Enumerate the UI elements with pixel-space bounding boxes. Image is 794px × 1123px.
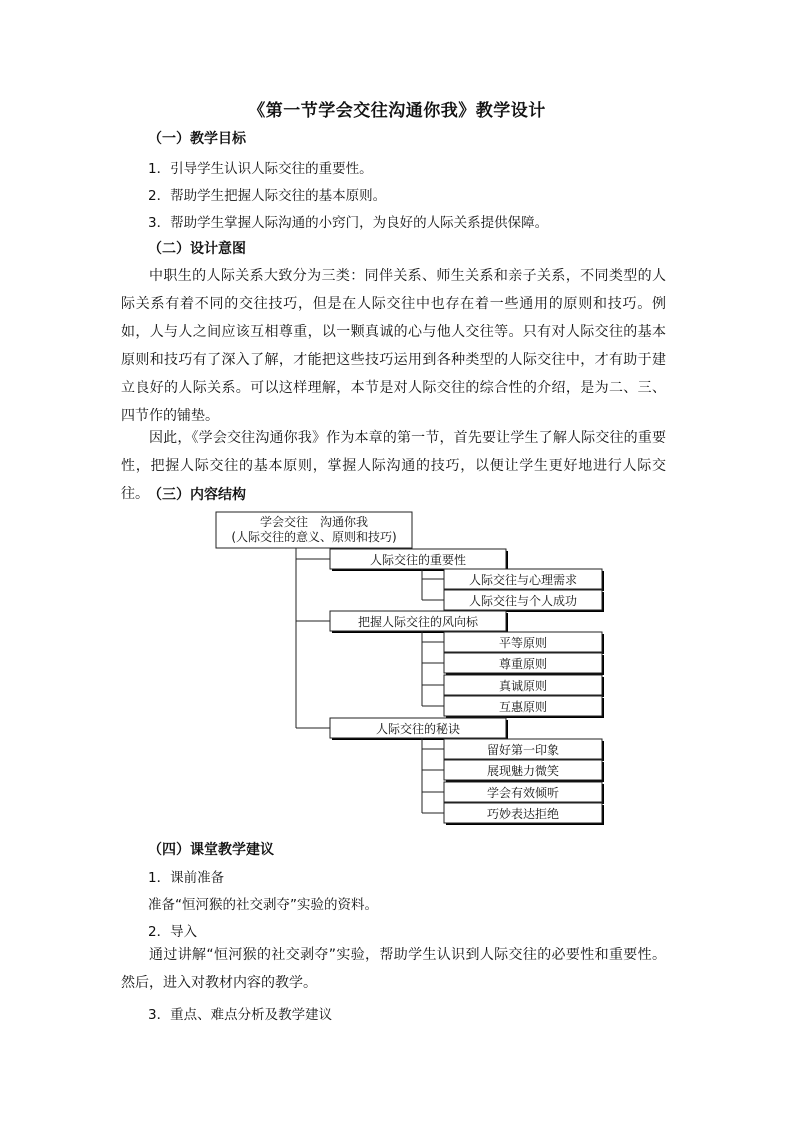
- suggestion-text: 准备“恒河猴的社交剥夺”实验的资料。: [148, 897, 378, 913]
- heading-content-structure: （三）内容结构: [148, 487, 246, 503]
- diagram-branch-label: 人际交往的重要性: [369, 553, 467, 567]
- diagram-leaf-label: 互惠原则: [498, 700, 548, 714]
- goal-item: 1．引导学生认识人际交往的重要性。: [148, 161, 373, 177]
- diagram-leaf-label: 人际交往与个人成功: [468, 594, 578, 608]
- suggestion-subheading: 3．重点、难点分析及教学建议: [148, 1007, 333, 1023]
- heading-design-intent: （二）设计意图: [148, 241, 246, 257]
- heading-teaching-suggestions: （四）课堂教学建议: [148, 842, 274, 858]
- diagram-leaf-label: 人际交往与心理需求: [468, 573, 578, 587]
- suggestion-subheading: 1．课前准备: [148, 870, 225, 886]
- diagram-leaf-label: 留好第一印象: [486, 743, 560, 757]
- diagram-leaf-label: 巧妙表达拒绝: [486, 807, 560, 821]
- diagram-leaf-label: 平等原则: [498, 636, 548, 650]
- goal-item: 2．帮助学生把握人际交往的基本原则。: [148, 188, 387, 204]
- page-title: 《第一节学会交往沟通你我》教学设计: [248, 101, 546, 121]
- diagram-branch-label: 人际交往的秘诀: [375, 722, 461, 736]
- diagram-root-label: 学会交往 沟通你我: [259, 515, 369, 529]
- diagram-leaf-label: 学会有效倾听: [486, 786, 560, 800]
- diagram-branch-label: 把握人际交往的风向标: [357, 615, 479, 629]
- diagram-leaf-label: 真诚原则: [498, 679, 548, 693]
- suggestion-subheading: 2．导入: [148, 924, 198, 940]
- design-intent-paragraph: 中职生的人际关系大致分为三类：同伴关系、师生关系和亲子关系，不同类型的人际关系有着不同的交往技巧，但是在人际交往中也存在着一些通用的原则和技巧。例如，人与人之间应该互相尊重，以一颗真诚的心与他人交往等。只有对人际交往的基本原则和技巧有了深入了解，才能把这些技巧运用到各种类型的人际交往中，才有助于建立良好的人际关系。可以这样理解，本节是对人际交往的综合性的介绍，是为二、三、四节作的铺垫。: [121, 268, 666, 424]
- diagram-leaf-label: 尊重原则: [498, 657, 548, 671]
- suggestion-paragraph: 通过讲解“恒河猴的社交剥夺”实验，帮助学生认识到人际交往的必要性和重要性。然后，进入对教材内容的教学。: [121, 947, 666, 991]
- diagram-root-sublabel: (人际交往的意义、原则和技巧): [231, 530, 397, 544]
- heading-teaching-goals: （一）教学目标: [148, 131, 246, 147]
- diagram-leaf-label: 展现魅力微笑: [486, 764, 560, 778]
- design-intent-paragraph: 因此，《学会交往沟通你我》作为本章的第一节，首先要让学生了解人际交往的重要性，把握人际交往的基本原则，掌握人际沟通的技巧，以便让学生更好地进行人际交往。: [121, 430, 666, 502]
- goal-item: 3．帮助学生掌握人际沟通的小窍门，为良好的人际关系提供保障。: [148, 215, 549, 231]
